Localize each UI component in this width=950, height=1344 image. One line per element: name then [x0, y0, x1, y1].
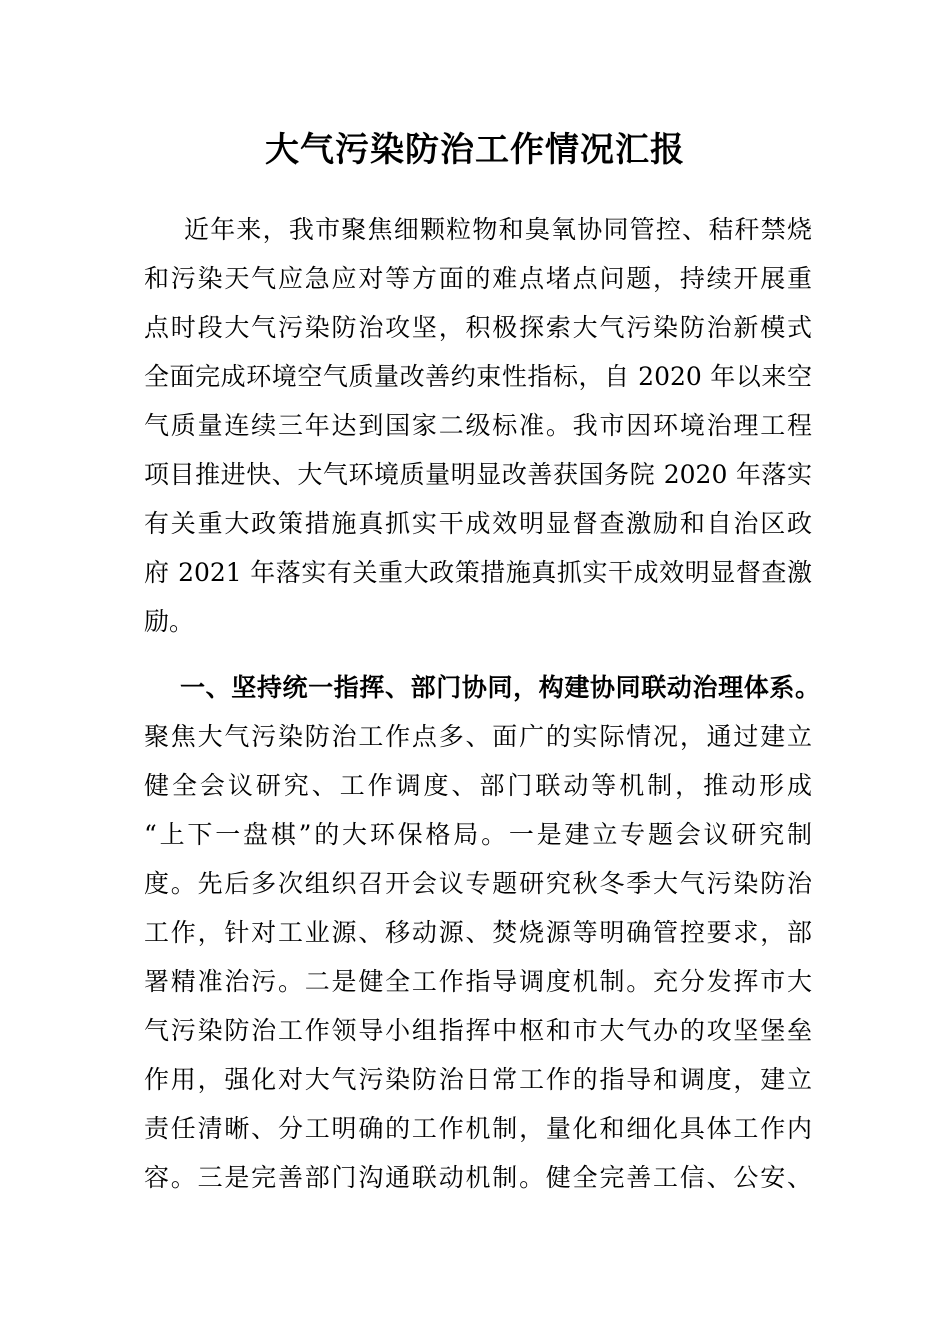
paragraph-line: 责任清晰、分工明确的工作机制，量化和细化具体工作内 [144, 1114, 812, 1143]
paragraph-line: 气污染防治工作领导小组指挥中枢和市大气办的攻坚堡垒 [144, 1016, 812, 1045]
paragraph-line: 健全会议研究、工作调度、部门联动等机制，推动形成 [144, 771, 812, 800]
section-heading: 一、坚持统一指挥、部门协同，构建协同联动治理体系。 [180, 673, 820, 702]
paragraph-line: 有关重大政策措施真抓实干成效明显督查激励和自治区政 [144, 509, 812, 538]
paragraph-line: 度。先后多次组织召开会议专题研究秋冬季大气污染防治 [144, 869, 812, 898]
paragraph-line: 署精准治污。二是健全工作指导调度机制。充分发挥市大 [144, 967, 812, 996]
paragraph-line: 点时段大气污染防治攻坚，积极探索大气污染防治新模式 [144, 313, 812, 342]
paragraph-line: 容。三是完善部门沟通联动机制。健全完善工信、公安、 [144, 1163, 812, 1192]
paragraph-line: 作用，强化对大气污染防治日常工作的指导和调度，建立 [144, 1065, 812, 1094]
paragraph-line: 项目推进快、大气环境质量明显改善获国务院 2020 年落实 [144, 460, 812, 489]
paragraph-line: “上下一盘棋”的大环保格局。一是建立专题会议研究制 [144, 820, 812, 849]
paragraph-line: 气质量连续三年达到国家二级标准。我市因环境治理工程 [144, 411, 812, 440]
paragraph-line: 近年来，我市聚焦细颗粒物和臭氧协同管控、秸秆禁烧 [184, 215, 812, 244]
paragraph-line: 聚焦大气污染防治工作点多、面广的实际情况，通过建立 [144, 722, 812, 751]
paragraph-line: 和污染天气应急应对等方面的难点堵点问题，持续开展重 [144, 264, 812, 293]
paragraph-line: 励。 [144, 607, 195, 636]
paragraph-line: 工作，针对工业源、移动源、焚烧源等明确管控要求，部 [144, 918, 812, 947]
document-title: 大气污染防治工作情况汇报 [265, 130, 685, 170]
paragraph-line: 府 2021 年落实有关重大政策措施真抓实干成效明显督查激 [144, 558, 812, 587]
paragraph-line: 全面完成环境空气质量改善约束性指标，自 2020 年以来空 [144, 362, 812, 391]
